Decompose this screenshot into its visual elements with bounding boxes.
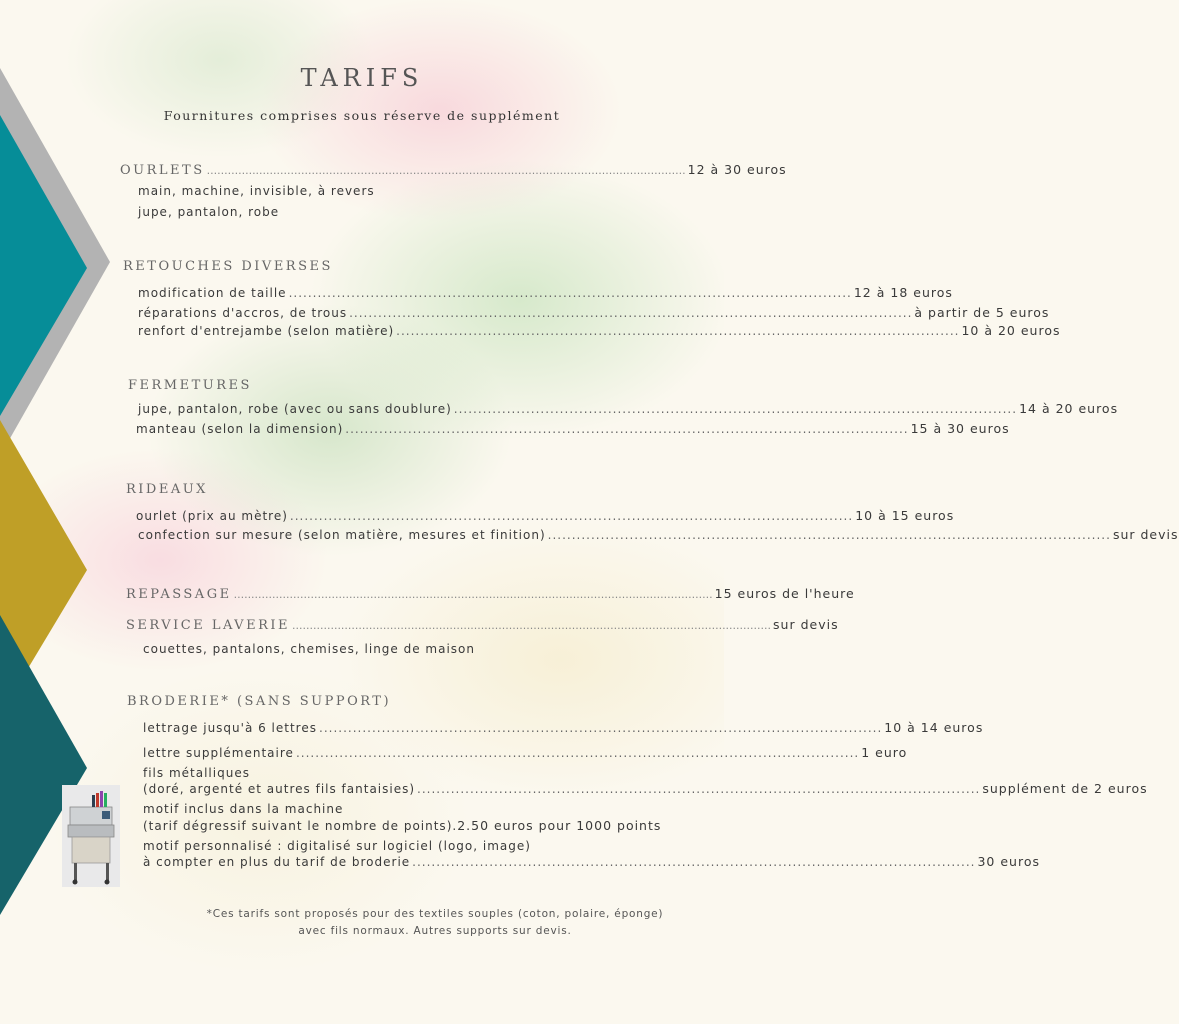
broderie-heading: BRODERIE* (SANS SUPPORT) — [127, 694, 392, 709]
item-pre-label: fils métalliques — [143, 766, 250, 780]
footnote-line: avec fils normaux. Autres supports sur devis. — [298, 925, 572, 937]
page-title: TARIFS — [300, 64, 424, 92]
price-row: ourlet (prix au mètre) ..................................................................................................................... 10 à 15 euros — [136, 508, 955, 523]
laverie-heading: SERVICE LAVERIE — [126, 618, 290, 633]
price-row: renfort d'entrejambe (selon matière) ..................................................................................................................... 10 à 20 euros — [138, 323, 1061, 338]
embroidery-machine-image — [62, 785, 120, 887]
ourlets-detail: main, machine, invisible, à revers — [138, 184, 375, 198]
price-row: lettre supplémentaire ..................................................................................................................... 1 euro — [143, 745, 908, 760]
item-label: ourlet (prix au mètre) — [136, 509, 288, 523]
item-price: supplément de 2 euros — [982, 781, 1148, 796]
item-label: lettrage jusqu'à 6 lettres — [143, 721, 317, 735]
item-price: à partir de 5 euros — [914, 305, 1050, 320]
laverie-row: SERVICE LAVERIE ......................................................................................................................................... sur devis — [126, 617, 839, 633]
fermetures-heading: FERMETURES — [128, 378, 252, 393]
rideaux-heading: RIDEAUX — [126, 482, 208, 497]
item-price: 12 à 18 euros — [853, 285, 953, 300]
item-price: 15 à 30 euros — [910, 421, 1010, 436]
page-subtitle: Fournitures comprises sous réserve de supplément — [163, 108, 561, 123]
repassage-price: 15 euros de l'heure — [714, 586, 855, 601]
price-row: jupe, pantalon, robe (avec ou sans doublure) ..................................................................................................................... 14 à 20 euros — [138, 401, 1119, 416]
price-row: réparations d'accros, de trous ..................................................................................................................... à partir de 5 euros — [138, 305, 1050, 320]
footnote — [180, 906, 690, 940]
repassage-heading: REPASSAGE — [126, 587, 232, 602]
item-price: 10 à 15 euros — [855, 508, 955, 523]
item-price: sur devis — [1112, 527, 1179, 542]
item-price: 1 euro — [861, 745, 908, 760]
item-pre-label: motif personnalisé : digitalisé sur logiciel (logo, image) — [143, 839, 531, 853]
footnote-line: *Ces tarifs sont proposés pour des textiles souples (coton, polaire, éponge) — [206, 908, 664, 920]
item-price: 14 à 20 euros — [1019, 401, 1119, 416]
price-row: à compter en plus du tarif de broderie ..................................................................................................................... 30 euros — [143, 854, 1040, 869]
price-row: manteau (selon la dimension) ..................................................................................................................... 15 à 30 euros — [136, 421, 1010, 436]
item-label: (doré, argenté et autres fils fantaisies) — [143, 782, 416, 796]
item-label: manteau (selon la dimension) — [136, 422, 344, 436]
repassage-row: REPASSAGE ......................................................................................................................................... 15 euros de l'heure — [126, 586, 855, 602]
item-label: à compter en plus du tarif de broderie — [143, 855, 411, 869]
item-pre-label: motif inclus dans la machine — [143, 802, 344, 816]
ourlets-row: OURLETS ......................................................................................................................................... 12 à 30 euros — [120, 162, 787, 178]
laverie-price: sur devis — [773, 617, 839, 632]
laverie-detail: couettes, pantalons, chemises, linge de maison — [143, 642, 476, 656]
item-label: modification de taille — [138, 286, 287, 300]
item-label: réparations d'accros, de trous — [138, 306, 348, 320]
price-row: modification de taille ..................................................................................................................... 12 à 18 euros — [138, 285, 953, 300]
retouches-heading: RETOUCHES DIVERSES — [123, 259, 333, 274]
item-label: lettre supplémentaire — [143, 746, 294, 760]
ourlets-heading: OURLETS — [120, 163, 205, 178]
item-label: jupe, pantalon, robe (avec ou sans doublure) — [138, 402, 452, 416]
price-row: (doré, argenté et autres fils fantaisies) ..................................................................................................................... supplément de 2 euros — [143, 781, 1148, 796]
item-label: renfort d'entrejambe (selon matière) — [138, 324, 395, 338]
item-price: 2.50 euros pour 1000 points — [457, 818, 662, 833]
price-row: confection sur mesure (selon matière, mesures et finition) ..................................................................................................................... sur devis — [138, 527, 1179, 542]
price-row — [143, 818, 676, 833]
item-price: 10 à 14 euros — [884, 720, 984, 735]
ourlets-price: 12 à 30 euros — [687, 162, 787, 177]
item-price: 10 à 20 euros — [961, 323, 1061, 338]
ourlets-detail: jupe, pantalon, robe — [138, 205, 280, 219]
item-price: 30 euros — [977, 854, 1040, 869]
item-label: (tarif dégressif suivant le nombre de points). — [143, 819, 458, 833]
price-row: lettrage jusqu'à 6 lettres ..................................................................................................................... 10 à 14 euros — [143, 720, 984, 735]
item-label: confection sur mesure (selon matière, mesures et finition) — [138, 528, 546, 542]
